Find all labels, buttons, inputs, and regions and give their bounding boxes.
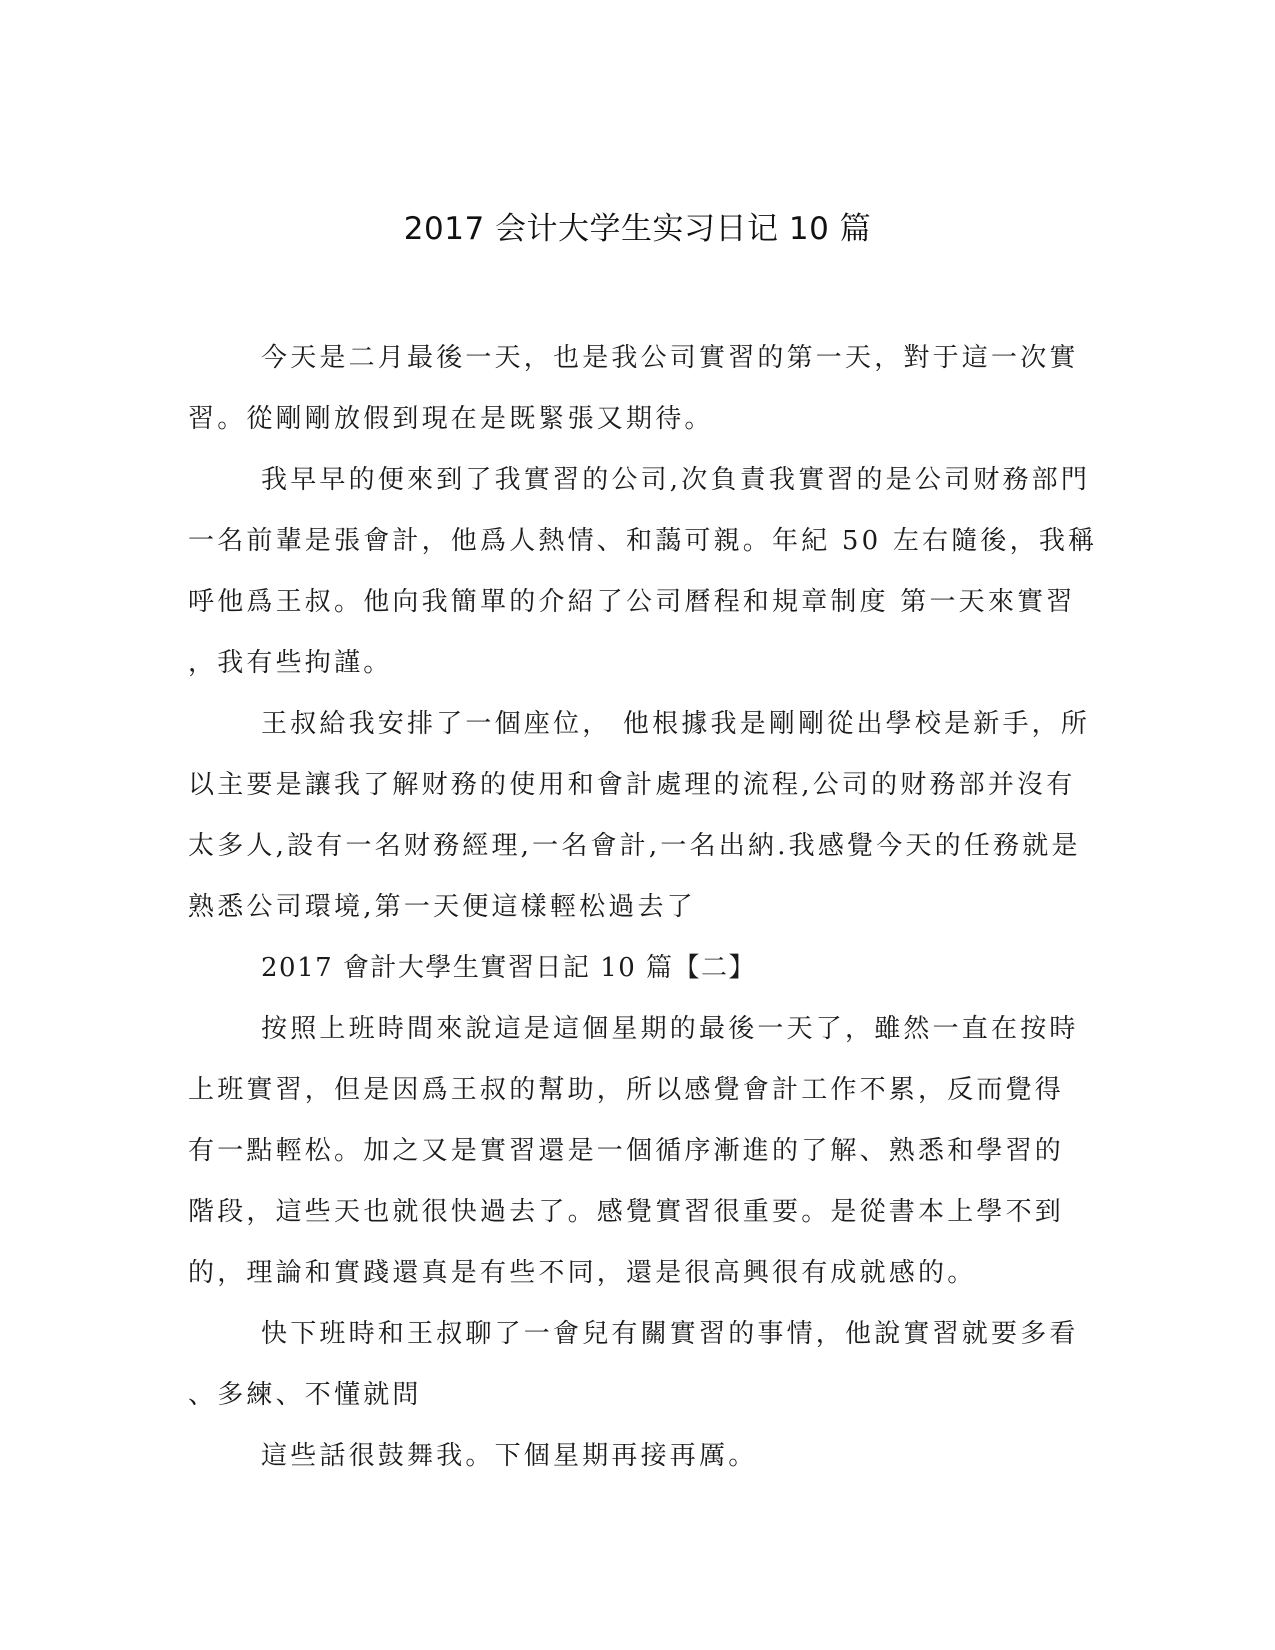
paragraph-3 bbox=[188, 694, 1091, 938]
text-line: 習。從剛剛放假到現在是既緊張又期待。 bbox=[188, 404, 714, 434]
text-line: 快下班時和王叔聊了一會兒有關實習的事情，他說實習就要多看 bbox=[261, 1319, 1079, 1349]
paragraph-5 bbox=[188, 1304, 1078, 1426]
text-line: 呼他爲王叔。他向我簡單的介紹了公司曆程和規章制度 第一天來實習 bbox=[188, 587, 1076, 617]
text-line: 按照上班時間來說這是這個星期的最後一天了，雖然一直在按時 bbox=[261, 1014, 1079, 1044]
text-line: 階段，這些天也就很快過去了。感覺實習很重要。是從書本上學不到 bbox=[188, 1197, 1065, 1227]
paragraph-1 bbox=[188, 328, 1078, 450]
text-line: 一名前輩是張會計，他爲人熱情、和藹可親。年紀 50 左右隨後，我稱 bbox=[188, 526, 1098, 556]
text-line: 的，理論和實踐還真是有些不同，還是很高興很有成就感的。 bbox=[188, 1258, 977, 1288]
text-line: 熟悉公司環境,第一天便這樣輕松過去了 bbox=[188, 892, 696, 922]
text-line: 這些話很鼓舞我。下個星期再接再厲。 bbox=[261, 1441, 758, 1471]
document-body bbox=[188, 328, 1098, 1487]
text-line: 、多練、不懂就問 bbox=[188, 1380, 422, 1410]
document-title: 2017 会计大学生实习日记 10 篇 bbox=[403, 211, 872, 247]
paragraph-2 bbox=[188, 450, 1098, 694]
text-line: 太多人,設有一名财務經理,一名會計,一名出納.我感覺今天的任務就是 bbox=[188, 831, 1081, 861]
paragraph-4 bbox=[188, 999, 1078, 1304]
text-line: 王叔給我安排了一個座位， 他根據我是剛剛從出學校是新手，所 bbox=[261, 709, 1091, 739]
text-line: 有一點輕松。加之又是實習還是一個循序漸進的了解、熟悉和學習的 bbox=[188, 1136, 1065, 1166]
text-line: 以主要是讓我了解财務的使用和會計處理的流程,公司的财務部并沒有 bbox=[188, 770, 1076, 800]
section-heading: 2017 會計大學生實習日記 10 篇【二】 bbox=[261, 953, 757, 983]
paragraph-6 bbox=[188, 1426, 1078, 1487]
text-line: 今天是二月最後一天，也是我公司實習的第一天，對于這一次實 bbox=[261, 343, 1079, 373]
text-line: ，我有些拘謹。 bbox=[188, 648, 393, 678]
text-line: 我早早的便來到了我實習的公司,次負責我實習的是公司财務部門 bbox=[261, 465, 1091, 495]
text-line: 上班實習，但是因爲王叔的幫助，所以感覺會計工作不累，反而覺得 bbox=[188, 1075, 1065, 1105]
